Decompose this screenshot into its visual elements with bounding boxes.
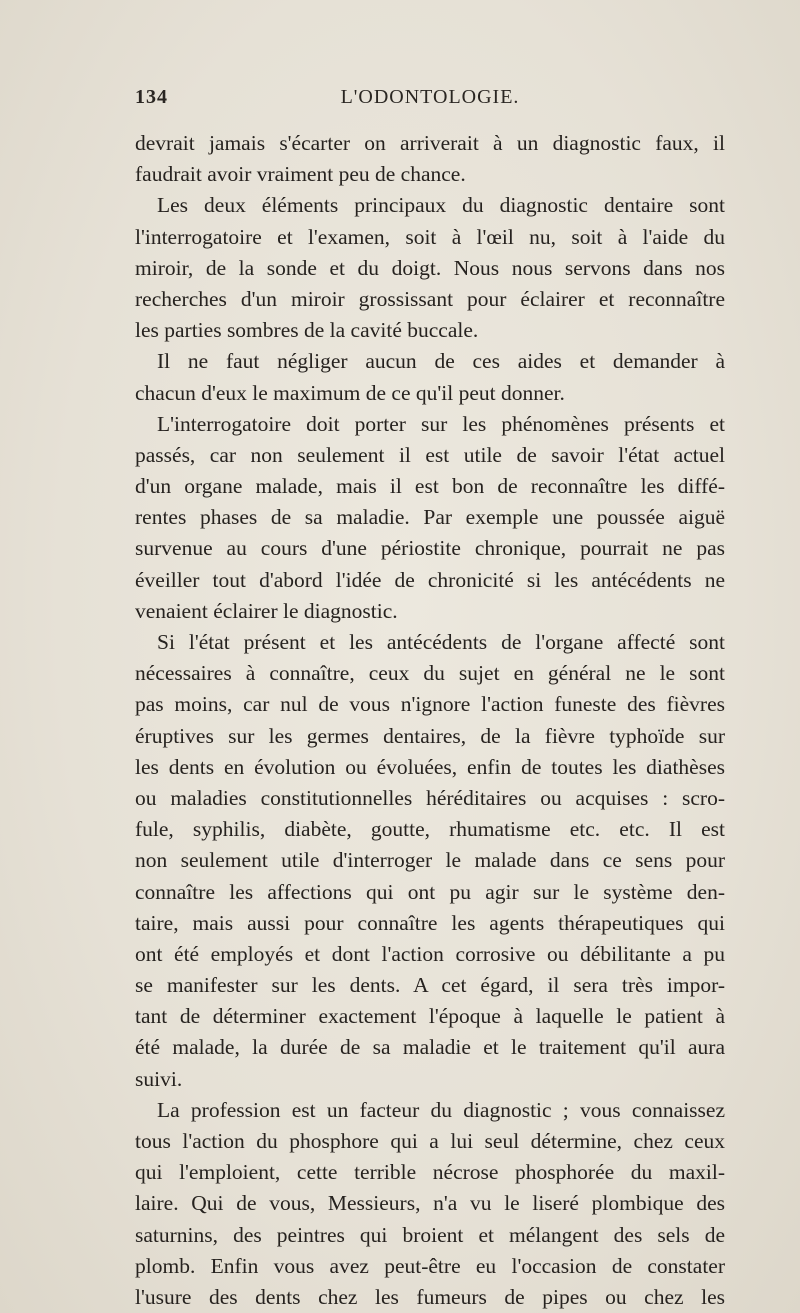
- text-line: les parties sombres de la cavité buccale.: [135, 318, 479, 343]
- text-line: saturnins, des peintres qui broient et mélangent des sels de: [135, 1222, 725, 1247]
- text-line: suivi.: [135, 1066, 183, 1091]
- text-line: chacun d'eux le maximum de ce qu'il peut donner.: [135, 380, 565, 405]
- text-line: recherches d'un miroir grossissant pour éclairer et reconnaître: [135, 286, 725, 311]
- text-line: nécessaires à connaître, ceux du sujet en général ne le sont: [135, 661, 725, 686]
- text-line: taire, mais aussi pour connaître les agents thérapeutiques qui: [135, 910, 725, 935]
- text-line: éruptives sur les germes dentaires, de la fièvre typhoïde sur: [135, 723, 725, 748]
- text-line: Si l'état présent et les antécédents de l'organe affecté sont: [157, 630, 725, 654]
- text-line: d'un organe malade, mais il est bon de reconnaître les diffé-: [135, 474, 725, 499]
- text-line: l'interrogatoire et l'examen, soit à l'œil nu, soit à l'aide du: [135, 224, 725, 249]
- text-line: Les deux éléments principaux du diagnostic dentaire sont: [157, 193, 725, 218]
- text-line: plomb. Enfin vous avez peut-être eu l'occasion de constater: [135, 1253, 725, 1278]
- text-line: laire. Qui de vous, Messieurs, n'a vu le liseré plombique des: [135, 1191, 725, 1216]
- text-line: connaître les affections qui ont pu agir sur le système den-: [135, 879, 725, 904]
- text-line: fule, syphilis, diabète, goutte, rhumatisme etc. etc. Il est: [135, 817, 725, 842]
- text-line: faudrait avoir vraiment peu de chance.: [135, 162, 466, 187]
- text-line: pas moins, car nul de vous n'ignore l'action funeste des fièvres: [135, 692, 725, 717]
- text-line: L'interrogatoire doit porter sur les phénomènes présents et: [157, 411, 725, 436]
- text-line: venaient éclairer le diagnostic.: [135, 598, 398, 623]
- text-line: se manifester sur les dents. A cet égard, il sera très impor-: [135, 973, 725, 998]
- page-number: 134: [135, 86, 168, 108]
- body-text: [135, 128, 725, 1313]
- running-title: L'ODONTOLOGIE.: [340, 86, 520, 108]
- text-line: tant de déterminer exactement l'époque à laquelle le patient à: [135, 1004, 725, 1029]
- text-line: été malade, la durée de sa maladie et le traitement qu'il aura: [135, 1035, 725, 1060]
- text-line: les dents en évolution ou évoluées, enfin de toutes les diathèses: [135, 754, 725, 779]
- text-line: non seulement utile d'interroger le malade dans ce sens pour: [135, 848, 725, 873]
- text-line: éveiller tout d'abord l'idée de chronicité si les antécédents ne: [135, 567, 725, 592]
- text-line: devrait jamais s'écarter on arriverait à un diagnostic faux, il: [135, 131, 725, 155]
- text-line: miroir, de la sonde et du doigt. Nous nous servons dans nos: [135, 255, 725, 280]
- text-line: survenue au cours d'une périostite chronique, pourrait ne pas: [135, 536, 725, 561]
- page-header: [135, 86, 725, 116]
- text-line: La profession est un facteur du diagnostic ; vous connaissez: [157, 1097, 725, 1122]
- text-line: Il ne faut négliger aucun de ces aides et demander à: [157, 349, 725, 374]
- text-line: tous l'action du phosphore qui a lui seul détermine, chez ceux: [135, 1129, 725, 1153]
- text-line: ont été employés et dont l'action corrosive ou débilitante a pu: [135, 941, 725, 966]
- text-line: passés, car non seulement il est utile de savoir l'état actuel: [135, 442, 725, 467]
- text-line: rentes phases de sa maladie. Par exemple une poussée aiguë: [135, 505, 725, 530]
- text-line: qui l'emploient, cette terrible nécrose phosphorée du maxil-: [135, 1160, 725, 1185]
- text-line: l'usure des dents chez les fumeurs de pipes ou chez les: [135, 1284, 725, 1309]
- text-line: ou maladies constitutionnelles héréditaires ou acquises : scro-: [135, 785, 725, 810]
